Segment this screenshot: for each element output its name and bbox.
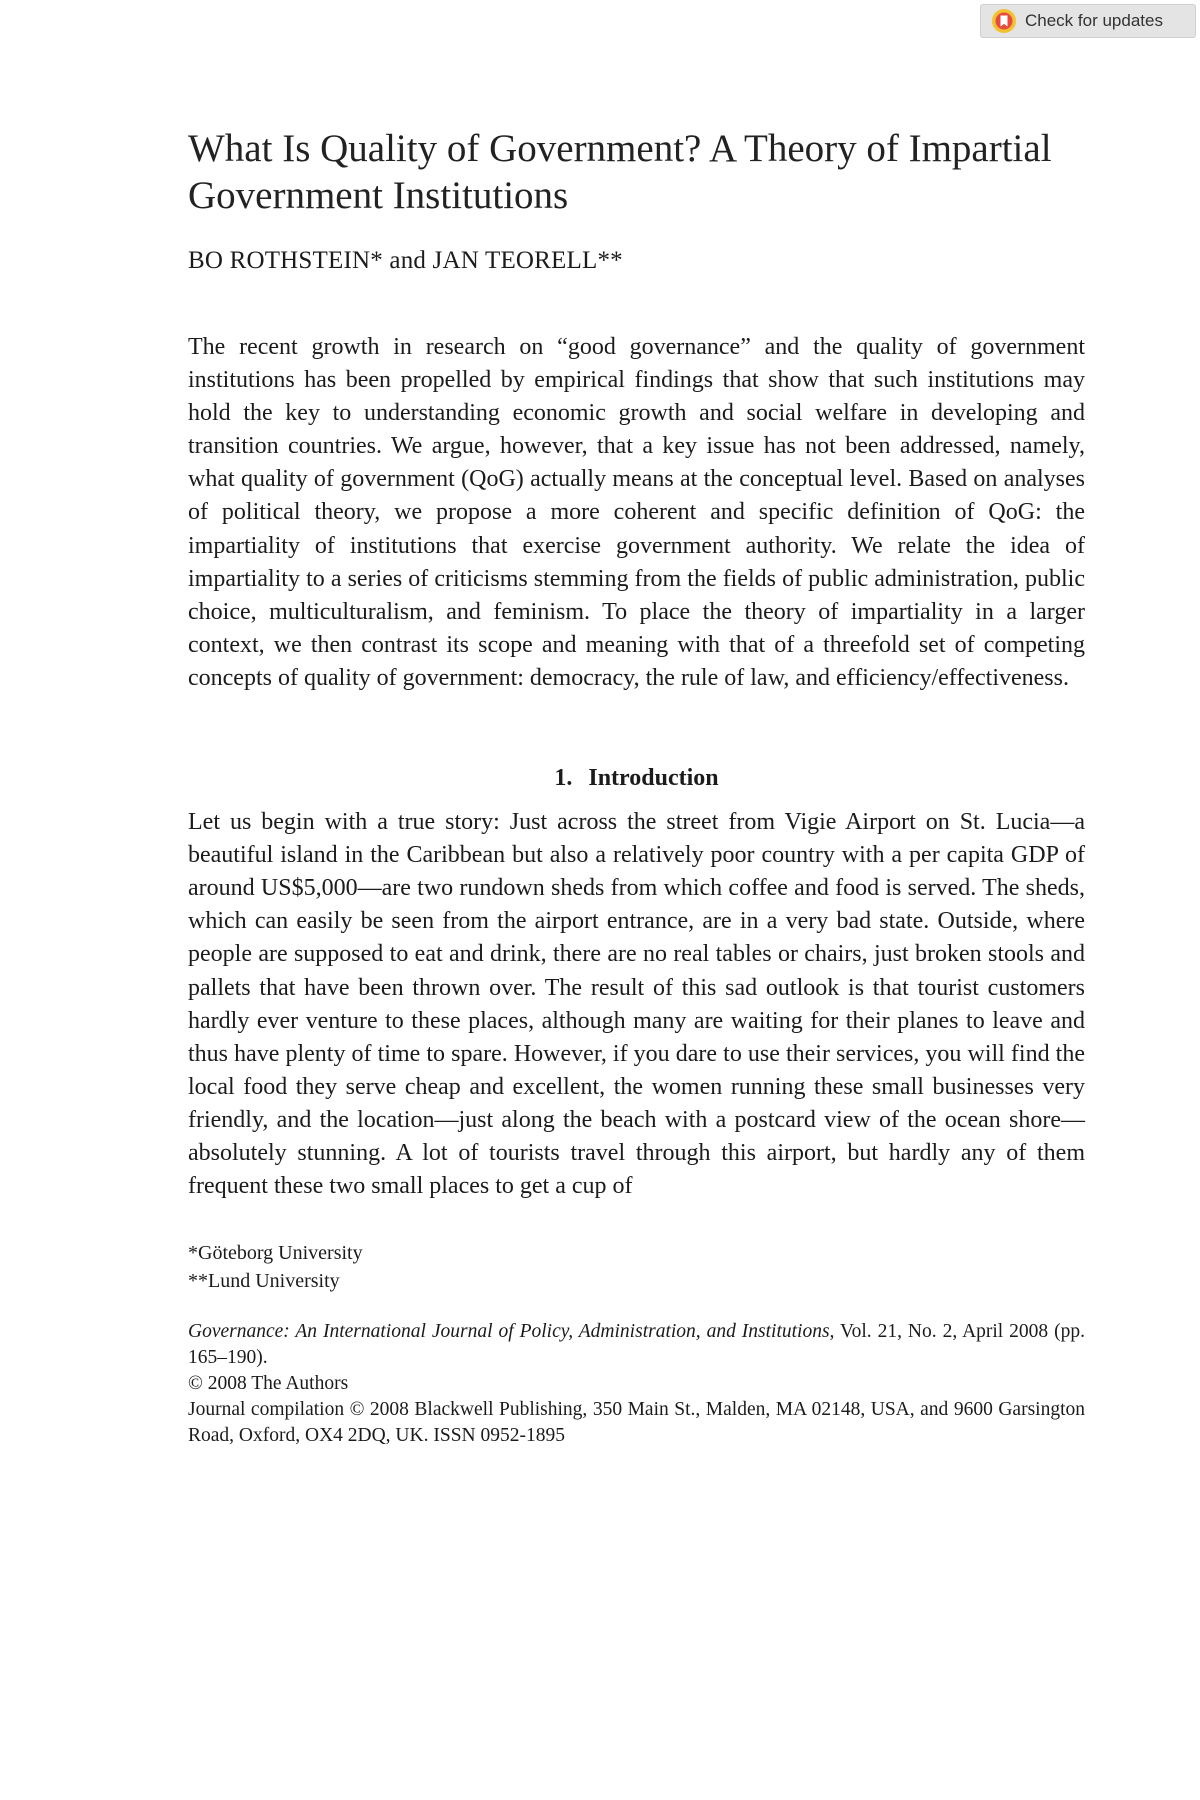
affiliation-1: *Göteborg University <box>188 1242 363 1265</box>
section-heading <box>188 765 1085 792</box>
paper-authors: BO ROTHSTEIN* and JAN TEORELL** <box>188 247 623 274</box>
check-for-updates-button[interactable] <box>980 4 1196 38</box>
check-for-updates-icon <box>991 8 1017 34</box>
affiliation-2: **Lund University <box>188 1270 340 1293</box>
copyright-line: © 2008 The Authors <box>188 1373 349 1395</box>
abstract: The recent growth in research on “good governance” and the quality of government institutions has been propelled by empirical findings that show that such institutions may hold the key to understanding economic growth and social welfare in developing and transition countries. We argue, however, that a key issue has not been addressed, namely, what quality of government (QoG) actually means at the conceptual level. Based on analyses of political theory, we propose a more coherent and specific definition of QoG: the impartiality of institutions that exercise government authority. We relate the idea of impartiality to a series of criticisms stemming from the fields of public administration, public choice, multiculturalism, and feminism. To place the theory of impartiality in a larger context, we then contrast its scope and meaning with that of a threefold set of competing concepts of quality of government: democracy, the rule of law, and efficiency/effectiveness. <box>188 334 1085 691</box>
volume-info: Vol. 21, No. 2, April 2008 (pp. 165–190). <box>188 1321 1085 1369</box>
compilation-line: Journal compilation © 2008 Blackwell Publishing, 350 Main St., Malden, MA 02148, USA, and 9600 Garsington Road, Oxford, OX4 2DQ, UK. ISSN 0952-1895 <box>188 1399 1085 1447</box>
journal-footer <box>188 1319 1085 1449</box>
intro-paragraph: Let us begin with a true story: Just across the street from Vigie Airport on St. Lucia—a beautiful island in the Caribbean but also a relatively poor country with a per capita GDP of around US$5,000—are two rundown sheds from which coffee and food is served. The sheds, which can easily be seen from the airport entrance, are in a very bad state. Outside, where people are supposed to eat and drink, there are no real tables or chairs, just broken stools and pallets that have been thrown over. The result of this sad outlook is that tourist customers hardly ever venture to these places, although many are waiting for their planes to leave and thus have plenty of time to spare. However, if you dare to use their services, you will find the local food they serve cheap and excellent, the women running these small businesses very friendly, and the location—just along the beach with a postcard view of the ocean shore—absolutely stunning. A lot of tourists travel through this airport, but hardly any of them frequent these two small places to get a cup of <box>188 809 1085 1200</box>
affiliations <box>188 1239 1085 1295</box>
paper-title: What Is Quality of Government? A Theory of Impartial Government Institutions <box>188 127 1052 217</box>
journal-name: Governance: An International Journal of Policy, Administration, and Institutions, <box>188 1321 835 1343</box>
section-number: 1. <box>554 765 573 792</box>
check-for-updates-label: Check for updates <box>1025 11 1163 30</box>
section-title: Introduction <box>588 765 719 792</box>
journal-citation <box>188 1319 1085 1371</box>
article-page <box>188 125 1085 1449</box>
